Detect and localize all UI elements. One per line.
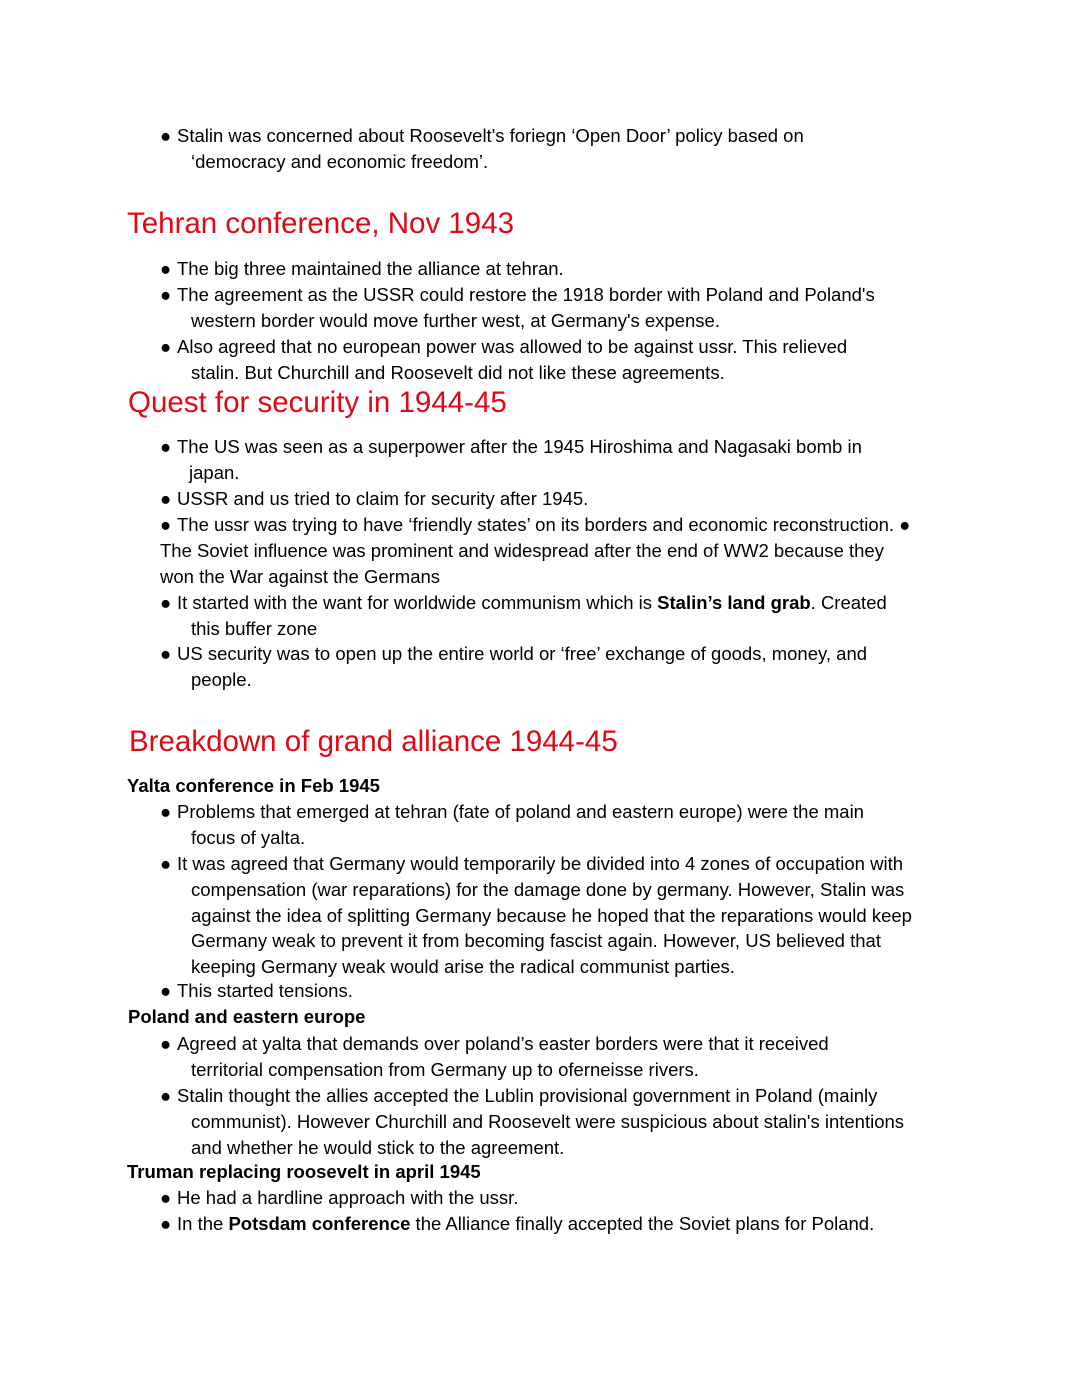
bullet-icon: ● <box>160 592 172 613</box>
security-bullet-5: ● US security was to open up the entire world or ‘free’ exchange of goods, money, and people. <box>160 643 868 690</box>
truman-bullet-2: ● In the Potsdam conference the Alliance finally accepted the Soviet plans for Poland. <box>160 1211 977 1237</box>
tehran-bullet-1: ● The big three maintained the alliance at tehran. <box>160 256 977 282</box>
poland-bullet-2: ● Stalin thought the allies accepted the Lublin provisional government in Poland (mainly communist). However Churchill and Roosevelt were suspicious about stalin's intentions and whether he would stick to the agreement. <box>160 1085 905 1158</box>
intro-bullet-1: ● Stalin was concerned about Roosevelt's foriegn ‘Open Door’ policy based on ‘democracy and economic freedom’. <box>160 125 804 172</box>
bullet-icon: ● <box>160 258 172 279</box>
bullet-icon: ● <box>160 1033 172 1054</box>
heading-breakdown-grand-alliance: Breakdown of grand alliance 1944-45 <box>129 725 618 758</box>
security-paragraph-line-1: The Soviet influence was prominent and widespread after the end of WW2 because they <box>160 540 884 561</box>
bullet-icon: ● <box>160 436 172 457</box>
subheading-truman-replacing-roosevelt: Truman replacing roosevelt in april 1945 <box>127 1161 481 1182</box>
bullet-icon: ● <box>160 336 172 357</box>
subheading-poland-eastern-europe: Poland and eastern europe <box>128 1006 366 1027</box>
yalta-bullet-3: ● This started tensions. <box>160 978 977 1004</box>
bullet-icon: ● <box>160 284 172 305</box>
bullet-icon: ● <box>160 643 172 664</box>
bullet-icon: ● <box>160 853 172 874</box>
bold-potsdam-conference: Potsdam conference <box>228 1213 411 1234</box>
heading-tehran-conference: Tehran conference, Nov 1943 <box>127 207 515 240</box>
heading-quest-for-security: Quest for security in 1944-45 <box>128 386 507 419</box>
security-bullet-2: ● USSR and us tried to claim for security after 1945. <box>160 486 977 512</box>
yalta-bullet-2: ● It was agreed that Germany would temporarily be divided into 4 zones of occupation with compensation (war reparations) for the damage done by germany. However, Stalin was against the idea of splitting Germany because he hoped that the reparations would keep Germany weak to prevent it from becoming fascist again. However, US believed that keeping Germany weak would arise the radical communist parties. <box>160 853 912 978</box>
bullet-icon: ● <box>160 1187 172 1208</box>
tehran-bullet-2: ● The agreement as the USSR could restore the 1918 border with Poland and Poland's western border would move further west, at Germany's expense. <box>160 284 875 331</box>
bullet-icon: ● <box>160 801 172 822</box>
security-bullet-1: ● The US was seen as a superpower after the 1945 Hiroshima and Nagasaki bomb in japan. <box>160 436 862 483</box>
yalta-bullet-1: ● Problems that emerged at tehran (fate of poland and eastern europe) were the main focus of yalta. <box>160 801 864 848</box>
bullet-icon: ● <box>160 1085 172 1106</box>
bold-stalins-land-grab: Stalin’s land grab <box>657 592 811 613</box>
bullet-icon: ● <box>160 514 172 535</box>
subheading-yalta-conference: Yalta conference in Feb 1945 <box>127 775 380 796</box>
security-bullet-3: ● The ussr was trying to have ‘friendly states’ on its borders and economic reconstruction. ● <box>160 512 977 538</box>
bullet-icon: ● <box>160 1213 172 1234</box>
tehran-bullet-3: ● Also agreed that no european power was allowed to be against ussr. This relieved stalin. But Churchill and Roosevelt did not like these agreements. <box>160 336 848 383</box>
bullet-icon: ● <box>160 488 172 509</box>
security-bullet-4: ● It started with the want for worldwide communism which is Stalin’s land grab. Created this buffer zone <box>160 592 887 639</box>
poland-bullet-1: ● Agreed at yalta that demands over poland’s easter borders were that it received territorial compensation from Germany up to oferneisse rivers. <box>160 1033 829 1080</box>
bullet-icon: ● <box>160 125 172 146</box>
truman-bullet-1: ● He had a hardline approach with the ussr. <box>160 1185 977 1211</box>
bullet-icon: ● <box>160 980 172 1001</box>
security-paragraph-line-2: won the War against the Germans <box>160 566 441 587</box>
